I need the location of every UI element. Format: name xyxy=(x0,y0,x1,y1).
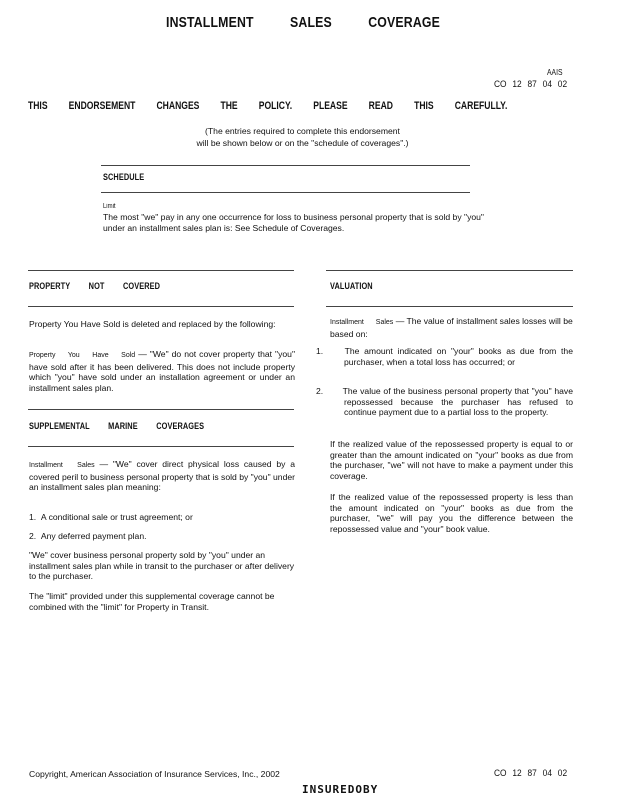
valuation-equal-or-greater: If the realized value of the repossessed property is equal to or greater than the amount indicated on "your" books as due from the purchaser, "we" will not have to make a payment under this coverage. xyxy=(330,439,573,481)
property-not-covered-bottom-rule xyxy=(28,306,294,307)
list-text: Any deferred payment plan. xyxy=(40,531,147,541)
form-number-bottom: CO 12 87 04 02 xyxy=(494,768,568,779)
list-number: 1. xyxy=(316,346,324,356)
list-number: 2. xyxy=(29,531,37,541)
property-you-have-sold-text: — "We" do not cover property that "you" have sold after it has been delivered. This does not include property which "you" have sold under an installation agreement or under an installment sales plan. xyxy=(29,349,296,393)
valuation-heading: VALUATION xyxy=(330,281,373,291)
valuation-installment-sales xyxy=(330,316,573,339)
valuation-list-item-1 xyxy=(316,346,573,367)
schedule-bottom-rule xyxy=(101,192,470,193)
copyright-notice: Copyright, American Association of Insurance Services, Inc., 2002 xyxy=(29,769,280,779)
limit-text: The most "we" pay in any one occurrence for loss to business personal property that is sold by "you" under an installment sales plan is: See Schedule of Coverages. xyxy=(103,212,484,233)
supplemental-marine-heading: SUPPLEMENTAL MARINE COVERAGES xyxy=(29,421,205,431)
installment-sales-coverage xyxy=(29,459,295,493)
schedule-heading: SCHEDULE xyxy=(103,172,145,182)
property-not-covered-heading: PROPERTY NOT COVERED xyxy=(29,281,161,291)
entries-note-line1: (The entries required to complete this endorsement xyxy=(205,126,400,136)
document-title: INSTALLMENT SALES COVERAGE xyxy=(166,14,440,31)
list-number: 2. xyxy=(316,386,324,396)
entries-note xyxy=(175,126,430,149)
entries-note-line2: will be shown below or on the "schedule of coverages".) xyxy=(196,137,409,148)
limit-combination-note: The "limit" provided under this supplemental coverage cannot be combined with the "limit" for Property in Transit. xyxy=(29,591,275,612)
property-you-have-sold xyxy=(29,349,295,393)
valuation-list-item-2 xyxy=(316,386,574,418)
installment-sales-heading: Installment Sales xyxy=(29,462,95,469)
list-text: The amount indicated on "your" books as due from the purchaser, when a total loss has occurred; or xyxy=(344,346,573,367)
valuation-bottom-rule xyxy=(326,306,573,307)
valuation-less-than: If the realized value of the repossessed property is less than the amount indicated on "your" books as due from the purchaser, "we" will pay you the difference between the repossessed value and "your" book value. xyxy=(330,492,573,534)
valuation-top-rule xyxy=(326,270,573,271)
schedule-top-rule xyxy=(101,165,470,166)
property-not-covered-top-rule xyxy=(28,270,294,271)
supplemental-bottom-rule xyxy=(28,446,294,447)
property-you-have-sold-heading: Property You Have Sold xyxy=(29,352,136,359)
endorsement-notice: THIS ENDORSEMENT CHANGES THE POLICY. PLEASE READ THIS CAREFULLY. xyxy=(28,100,508,112)
list-text: The value of the business personal property that "you" have repossessed because the purchaser has refused to continue payment due to a partial loss to the property. xyxy=(342,386,574,418)
list-text: A conditional sale or trust agreement; or xyxy=(40,512,193,522)
transit-coverage-text: "We" cover business personal property sold by "you" under an installment sales plan while in transit to the purchaser or after delivery to the purchaser. xyxy=(29,550,295,582)
form-number-top: CO 12 87 04 02 xyxy=(494,79,568,90)
valuation-installment-sales-heading: Installment Sales xyxy=(330,319,394,326)
supplemental-list-item-2 xyxy=(29,531,291,542)
installment-sales-text: — "We" cover direct physical loss caused by a covered peril to business personal property that is sold by "you" under an installment sales plan meaning: xyxy=(29,459,295,493)
organization-code: AAIS xyxy=(547,68,563,77)
valuation-installment-sales-text: — The value of installment sales losses will be based on: xyxy=(330,316,573,339)
supplemental-list-item-1 xyxy=(29,512,291,523)
limit-label: Limit xyxy=(103,203,116,210)
property-not-covered-intro: Property You Have Sold is deleted and replaced by the following: xyxy=(29,319,276,329)
list-number: 1. xyxy=(29,512,37,522)
supplemental-top-rule xyxy=(28,409,294,410)
watermark: INSUREDOBY xyxy=(302,783,379,796)
